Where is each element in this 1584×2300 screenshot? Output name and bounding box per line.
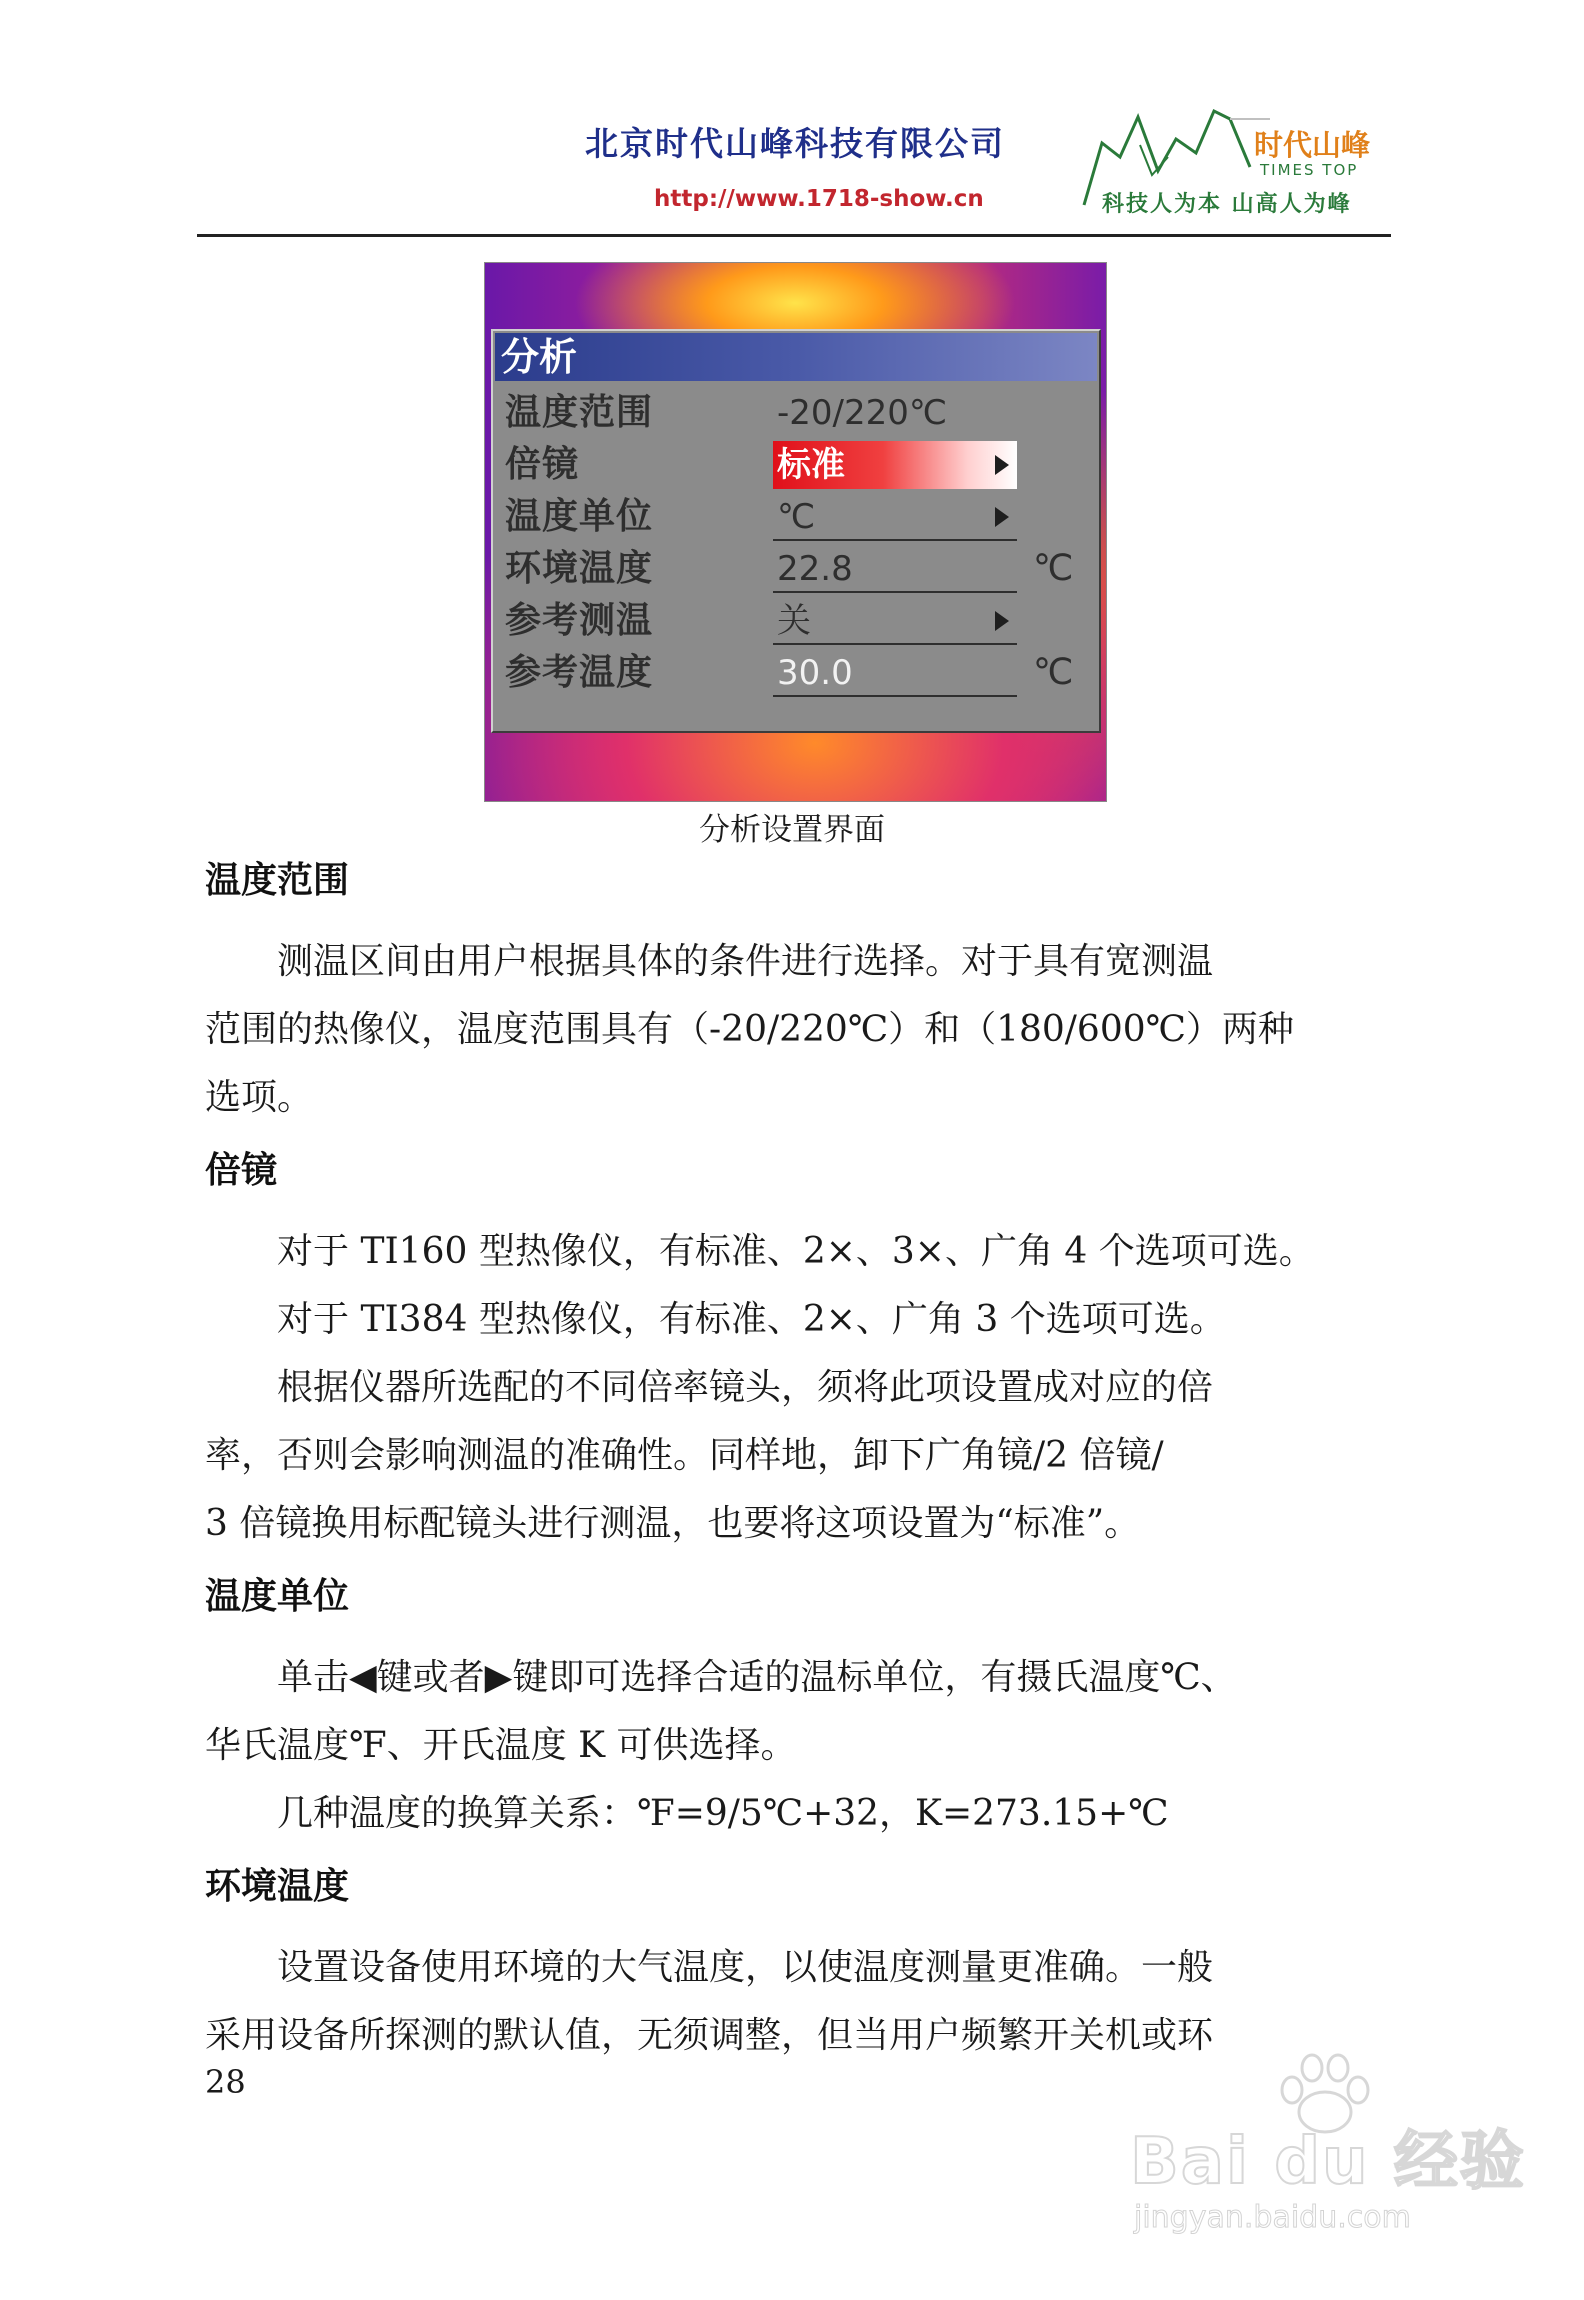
menu-row-value: 关 bbox=[777, 601, 811, 641]
baidu-watermark bbox=[1120, 2050, 1526, 2250]
menu-row-temperature-range[interactable] bbox=[493, 387, 1099, 439]
company-name: 北京时代山峰科技有限公司 bbox=[585, 124, 1005, 163]
paragraph-line: 范围的热像仪，温度范围具有（-20/220℃）和（180/600℃）两种 bbox=[205, 1009, 1294, 1050]
ambient-temperature-field[interactable]: 22.8 bbox=[773, 545, 1017, 593]
paragraph-line: 几种温度的换算关系：℉=9/5℃+32，K=273.15+℃ bbox=[277, 1793, 1169, 1834]
arrow-right-icon bbox=[995, 455, 1009, 475]
logo-brand: 时代山峰 bbox=[1254, 128, 1371, 162]
menu-row-value: ℃ bbox=[777, 497, 816, 537]
unit-label: ℃ bbox=[1033, 548, 1074, 589]
paragraph-line: 华氏温度℉、开氏温度 K 可供选择。 bbox=[205, 1725, 797, 1766]
company-url: http://www.1718-show.cn bbox=[654, 186, 984, 212]
menu-row-label: 倍镜 bbox=[505, 444, 580, 485]
section-heading-ambient: 环境温度 bbox=[205, 1866, 350, 1907]
page-number: 28 bbox=[205, 2063, 246, 2101]
company-logo bbox=[1080, 105, 1380, 225]
logo-slogan: 科技人为本 山高人为峰 bbox=[1102, 191, 1352, 217]
section-heading-lens: 倍镜 bbox=[205, 1150, 278, 1191]
paragraph-line: 根据仪器所选配的不同倍率镜头，须将此项设置成对应的倍 bbox=[277, 1367, 1214, 1408]
paragraph-line: 设置设备使用环境的大气温度，以使温度测量更准确。一般 bbox=[277, 1947, 1214, 1988]
watermark-url: jingyan.baidu.com bbox=[1134, 2200, 1411, 2235]
menu-row-temperature-unit[interactable] bbox=[493, 491, 1099, 543]
section-heading-unit: 温度单位 bbox=[205, 1576, 350, 1617]
menu-title: 分析 bbox=[495, 333, 1097, 381]
watermark-brand: Bai du 经验 bbox=[1130, 2125, 1526, 2199]
paragraph-line: 选项。 bbox=[205, 1077, 314, 1118]
thermal-camera-screen bbox=[484, 262, 1107, 802]
paragraph-line: 3 倍镜换用标配镜头进行测温，也要将这项设置为“标准”。 bbox=[205, 1503, 1141, 1544]
header-divider bbox=[197, 234, 1391, 237]
arrow-right-icon bbox=[995, 507, 1009, 527]
paragraph-line: 测温区间由用户根据具体的条件进行选择。对于具有宽测温 bbox=[277, 941, 1214, 982]
reference-measure-selector[interactable] bbox=[773, 597, 1017, 645]
menu-row-label: 温度单位 bbox=[505, 496, 654, 537]
unit-label: ℃ bbox=[1033, 652, 1074, 693]
unit-selector[interactable] bbox=[773, 493, 1017, 541]
menu-row-label: 温度范围 bbox=[505, 392, 654, 433]
logo-english: TIMES TOP bbox=[1260, 161, 1359, 179]
menu-row-label: 参考温度 bbox=[505, 652, 654, 693]
paragraph-line: 单击◀键或者▶键即可选择合适的温标单位，有摄氏温度℃、 bbox=[277, 1657, 1237, 1698]
paragraph-line: 率，否则会影响测温的准确性。同样地，卸下广角镜/2 倍镜/ bbox=[205, 1435, 1164, 1476]
section-heading-range: 温度范围 bbox=[205, 860, 350, 901]
menu-row-value: -20/220℃ bbox=[777, 393, 948, 433]
paragraph-line: 对于 TI384 型热像仪，有标准、2×、广角 3 个选项可选。 bbox=[277, 1299, 1226, 1340]
paragraph-line: 采用设备所探测的默认值，无须调整，但当用户频繁开关机或环 bbox=[205, 2015, 1214, 2056]
menu-row-reference-temperature[interactable] bbox=[493, 647, 1099, 699]
figure-caption: 分析设置界面 bbox=[699, 812, 885, 848]
lens-selector[interactable] bbox=[773, 441, 1017, 489]
menu-row-ambient-temperature[interactable] bbox=[493, 543, 1099, 595]
analysis-menu bbox=[491, 329, 1101, 733]
menu-row-label: 环境温度 bbox=[505, 548, 654, 589]
menu-row-label: 参考测温 bbox=[505, 600, 654, 641]
reference-temperature-field[interactable]: 30.0 bbox=[773, 649, 1017, 697]
menu-row-lens[interactable] bbox=[493, 439, 1099, 491]
arrow-right-icon bbox=[995, 611, 1009, 631]
menu-row-value: 标准 bbox=[777, 445, 845, 485]
menu-row-reference-measure[interactable] bbox=[493, 595, 1099, 647]
paragraph-line: 对于 TI160 型热像仪，有标准、2×、3×、广角 4 个选项可选。 bbox=[277, 1231, 1315, 1272]
